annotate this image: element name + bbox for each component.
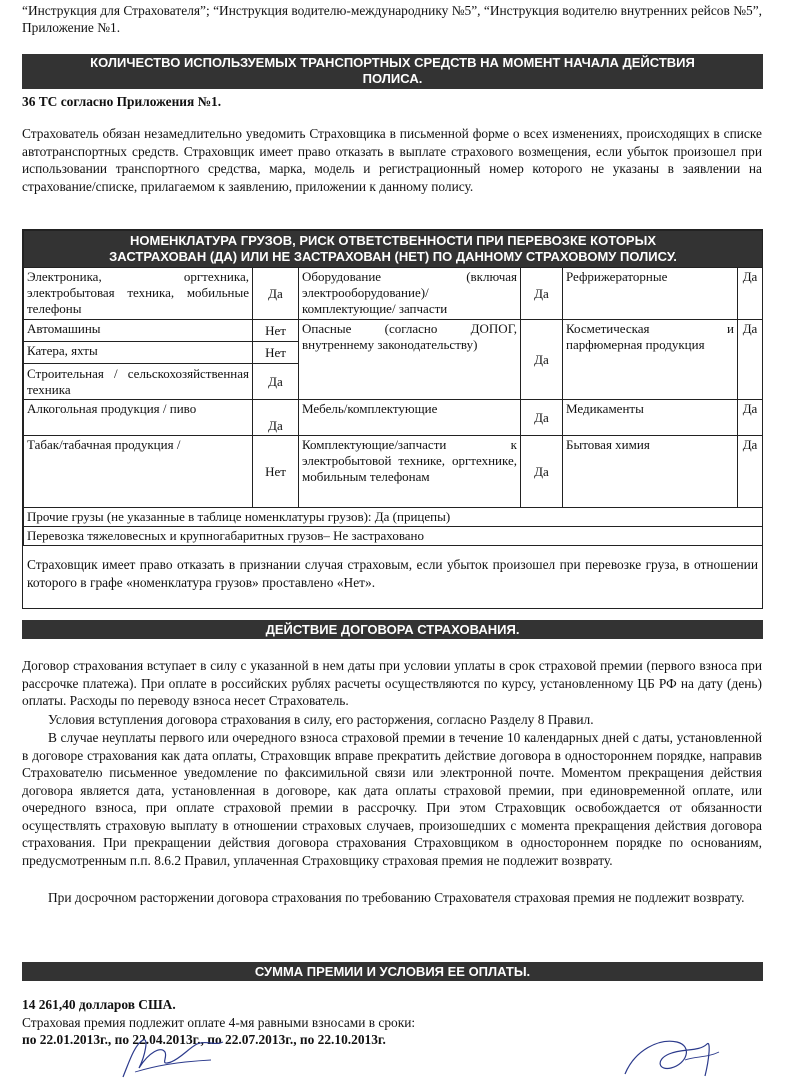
premium-terms: Страховая премия подлежит оплате 4-мя равными взносами в сроки: — [22, 1015, 416, 1030]
contract-paragraph-4: При досрочном расторжении договора страхования по требованию Страхователя страховая премия не подлежит возврату. — [48, 890, 745, 905]
vehicles-body-text: Страхователь обязан незамедлительно уведомить Страховщика в письменной форме о всех изменениях, происходящих в списке автотранспортных средств. Страховщик имеет право отказать в выплате страхового возмещения, если убыток произошел при использовании транспортного средства, марка, модель и регистрационный номер которого не указаны в заявлении на страхование/списке, прилагаемом к заявлению, приложении к данному полису. — [22, 126, 762, 194]
cargo-item: Автомашины — [24, 320, 253, 342]
contract-paragraph-1: Договор страхования вступает в силу с указанной в нем даты при условии уплаты в срок страховой премии (первого взноса при рассрочке платежа). При оплате в российских рублях расчеты осуществляются по курсу, установленному ЦБ РФ на дату (день) оплаты. Расходы по переводу взноса несет Страхователь. — [22, 658, 762, 708]
cargo-item: Рефрижераторные — [563, 268, 738, 320]
cargo-item: Электроника, оргтехника, электробытовая техника, мобильные телефоны — [24, 268, 253, 320]
coverage-value: Да — [521, 436, 563, 508]
cargo-item: Строительная / сельскохозяйственная техника — [24, 364, 253, 400]
coverage-value: Да — [253, 268, 299, 320]
coverage-value: Да — [521, 400, 563, 436]
instructions-list: “Инструкция для Страхователя”; “Инструкция водителю-международнику №5”, “Инструкция водителю внутренних рейсов №5”, Приложение №1. — [22, 3, 762, 35]
cargo-item: Комплектующие/запчасти к электробытовой технике, оргтехнике, мобильным телефонам — [299, 436, 521, 508]
cargo-item: Оборудование (включая электрооборудование)/ комплектующие/ запчасти — [299, 268, 521, 320]
cargo-item: Бытовая химия — [563, 436, 738, 508]
other-cargo-text: Прочие грузы (не указанные в таблице номенклатуры грузов): Да (прицепы) — [24, 508, 763, 527]
vehicles-section-header — [22, 54, 763, 89]
coverage-value: Нет — [253, 342, 299, 364]
coverage-value: Да — [738, 320, 763, 400]
cargo-item: Мебель/комплектующие — [299, 400, 521, 436]
heavy-cargo-text: Перевозка тяжеловесных и крупногабаритных грузов– Не застраховано — [24, 527, 763, 546]
coverage-value: Да — [738, 268, 763, 320]
table-row — [24, 268, 763, 320]
contract-paragraph-2: Условия вступления договора страхования в силу, его расторжения, согласно Разделу 8 Правил. — [48, 712, 594, 727]
cargo-table — [23, 230, 763, 546]
table-row — [24, 527, 763, 546]
signature-left-icon — [115, 1022, 235, 1080]
cargo-item: Медикаменты — [563, 400, 738, 436]
coverage-value: Да — [253, 364, 299, 400]
coverage-value: Да — [738, 400, 763, 436]
vehicles-header-line1: КОЛИЧЕСТВО ИСПОЛЬЗУЕМЫХ ТРАНСПОРТНЫХ СРЕДСТВ НА МОМЕНТ НАЧАЛА ДЕЙСТВИЯ — [90, 55, 695, 70]
premium-section-header: СУММА ПРЕМИИ И УСЛОВИЯ ЕЕ ОПЛАТЫ. — [22, 962, 763, 981]
cargo-item: Табак/табачная продукция / — [24, 436, 253, 508]
table-row — [24, 436, 763, 508]
vehicles-header-line2: ПОЛИСА. — [362, 71, 423, 86]
cargo-section-header: НОМЕНКЛАТУРА ГРУЗОВ, РИСК ОТВЕТСТВЕННОСТИ ПРИ ПЕРЕВОЗКЕ КОТОРЫХ ЗАСТРАХОВАН (ДА) ИЛИ НЕ ЗАСТРАХОВАН (НЕТ) ПО ДАННОМУ СТРАХОВОМУ ПОЛИСУ. — [24, 231, 763, 268]
premium-amount: 14 261,40 долларов США. — [22, 997, 176, 1012]
payment-dates: по 22.01.2013г., по 22.04.2013г., по 22.07.2013г., по 22.10.2013г. — [22, 1032, 386, 1047]
cargo-item: Алкогольная продукция / пиво — [24, 400, 253, 436]
coverage-value: Нет — [253, 436, 299, 508]
cargo-note: Страховщик имеет право отказать в признании случая страховым, если убыток произошел при перевозке груза, в отношении которого в графе «номенклатура грузов» проставлено «Нет». — [27, 557, 758, 590]
signature-right-icon — [615, 1030, 725, 1080]
table-row — [24, 320, 763, 342]
cargo-item: Косметическая и парфюмерная продукция — [563, 320, 738, 400]
table-row — [24, 400, 763, 436]
cargo-nomenclature-block — [22, 229, 763, 609]
cargo-item: Опасные (согласно ДОПОГ, внутреннему законодательству) — [299, 320, 521, 400]
coverage-value: Да — [738, 436, 763, 508]
vehicle-count: 36 ТС согласно Приложения №1. — [22, 94, 222, 109]
coverage-value: Да — [253, 400, 299, 436]
cargo-item: Катера, яхты — [24, 342, 253, 364]
coverage-value: Нет — [253, 320, 299, 342]
contract-paragraph-3: В случае неуплаты первого или очередного взноса страховой премии в течение 10 календарных дней с даты, установленной в договоре страхования как дата оплаты, Страховщик вправе прекратить действие договора в одностороннем порядке, направив Страхователю письменное уведомление по факсимильной связи или электронной почте. Моментом прекращения действия договора является дата, установленная в договоре, как дата оплаты страховой премии, при единовременной оплате, или очередного взноса, при оплате страховой премии в рассрочку. При этом Страховщик освобождается от обязанности осуществлять страховую выплату в отношении страховых случаев, произошедших с момента прекращения действия договора страхования. При прекращении действия договора страхования Страховщиком в одностороннем порядке по основаниям, предусмотренным п.п. 8.6.2 Правил, уплаченная Страховщику страховая премия не подлежит возврату. — [22, 730, 762, 868]
coverage-value: Да — [521, 268, 563, 320]
coverage-value: Да — [521, 320, 563, 400]
table-row — [24, 508, 763, 527]
contract-section-header: ДЕЙСТВИЕ ДОГОВОРА СТРАХОВАНИЯ. — [22, 620, 763, 639]
